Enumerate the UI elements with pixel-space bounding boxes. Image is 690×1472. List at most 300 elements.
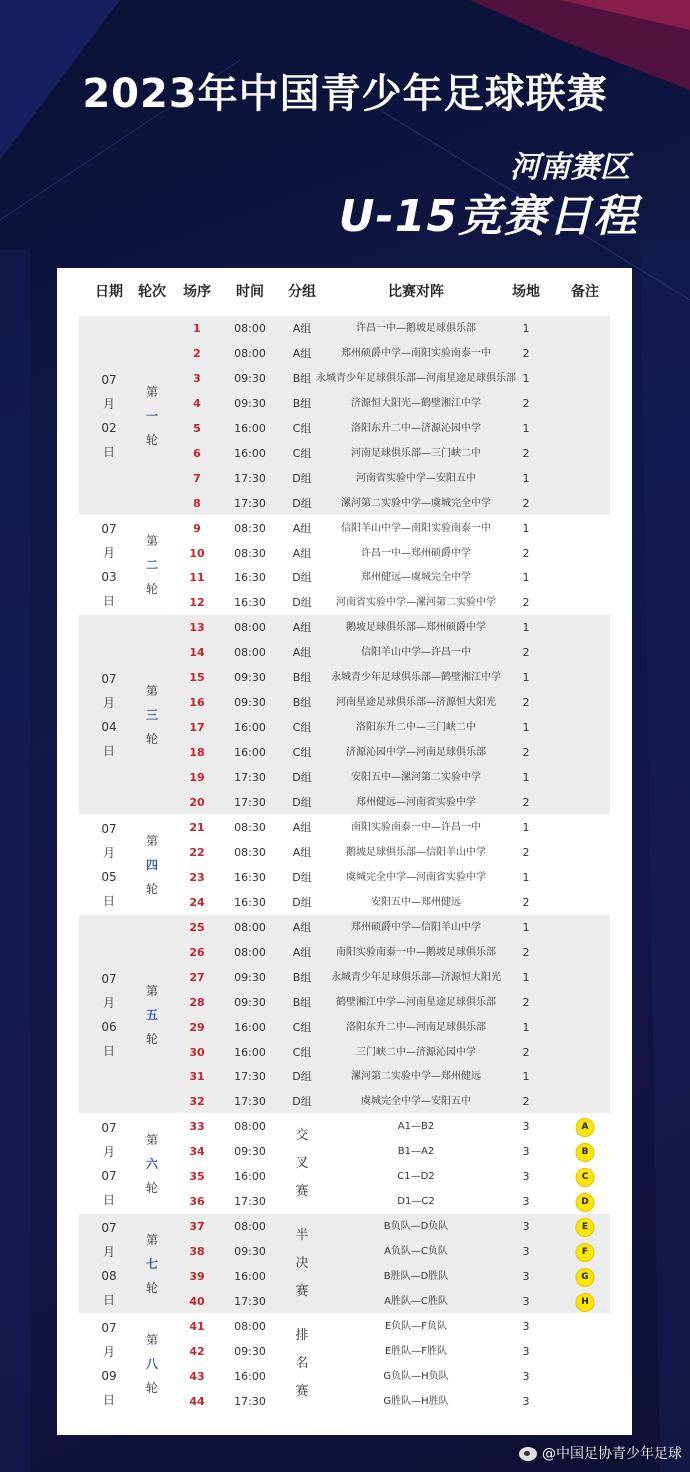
date-part: 04 bbox=[101, 720, 117, 735]
match-row bbox=[79, 815, 610, 840]
match-time: 16:00 bbox=[234, 1170, 266, 1184]
match-fixture: 鹅坡足球俱乐部—郑州硕爵中学 bbox=[346, 622, 486, 634]
match-fixture: B胜队—D胜队 bbox=[383, 1271, 449, 1283]
match-fixture: 永城青少年足球俱乐部—鹤壁湘江中学 bbox=[331, 672, 501, 684]
note-badge: D bbox=[576, 1193, 595, 1212]
match-time: 09:30 bbox=[234, 1245, 266, 1259]
round-part: 第 bbox=[145, 1133, 159, 1148]
match-venue: 2 bbox=[522, 995, 530, 1009]
match-group: B组 bbox=[292, 970, 312, 984]
match-venue: 2 bbox=[522, 696, 530, 710]
date-part: 月 bbox=[102, 1245, 115, 1260]
match-number: 28 bbox=[189, 995, 205, 1009]
match-fixture: 许昌一中—鹅坡足球俱乐部 bbox=[356, 323, 476, 334]
schedule-subtitle: U-15竞赛日程 bbox=[338, 191, 638, 242]
match-fixture: A胜队—C胜队 bbox=[384, 1296, 448, 1308]
match-fixture: G胜队—H胜队 bbox=[383, 1395, 449, 1407]
day-block bbox=[79, 1114, 610, 1213]
match-fixture: 济源沁园中学—河南足球俱乐部 bbox=[346, 747, 486, 759]
day-block bbox=[79, 316, 610, 515]
match-number: 1 bbox=[193, 322, 201, 335]
match-venue: 2 bbox=[522, 346, 530, 360]
match-row bbox=[79, 565, 610, 590]
round-part: 第 bbox=[145, 684, 159, 699]
date-part: 月 bbox=[102, 995, 115, 1010]
match-venue: 2 bbox=[522, 895, 530, 909]
match-number: 11 bbox=[189, 571, 205, 585]
match-time: 17:30 bbox=[234, 496, 266, 510]
match-number: 24 bbox=[189, 895, 205, 909]
match-fixture: 鹤壁湘江中学—河南星途足球俱乐部 bbox=[336, 996, 496, 1008]
match-venue: 1 bbox=[522, 870, 530, 884]
match-number: 33 bbox=[189, 1120, 205, 1134]
date-part: 07 bbox=[101, 821, 117, 836]
stage-part: 赛 bbox=[295, 1284, 309, 1300]
match-fixture: 南阳实验南泰一中—许昌一中 bbox=[351, 822, 481, 833]
match-number: 6 bbox=[193, 446, 201, 460]
match-venue: 1 bbox=[522, 1070, 530, 1084]
match-fixture: 安阳五中—漯河第二实验中学 bbox=[351, 772, 481, 784]
note-badge: G bbox=[576, 1268, 595, 1287]
match-group: A组 bbox=[292, 521, 312, 535]
match-venue: 2 bbox=[522, 1045, 530, 1059]
match-row bbox=[79, 590, 610, 615]
match-group: C组 bbox=[292, 1045, 312, 1059]
match-fixture: 郑州健远—河南省实验中学 bbox=[356, 797, 476, 809]
match-fixture: 河南星途足球俱乐部—济源恒大阳光 bbox=[336, 697, 496, 709]
schedule-table bbox=[57, 268, 632, 1435]
match-venue: 2 bbox=[522, 446, 530, 460]
match-group: C组 bbox=[292, 746, 312, 760]
col-header-group: 分组 bbox=[288, 284, 316, 300]
stage-part: 排 bbox=[295, 1327, 309, 1343]
match-time: 16:00 bbox=[234, 1369, 266, 1383]
match-venue: 2 bbox=[522, 796, 530, 810]
match-fixture: E胜队—F胜队 bbox=[384, 1345, 448, 1357]
match-number: 18 bbox=[189, 746, 205, 760]
match-number: 38 bbox=[189, 1245, 205, 1259]
date-part: 月 bbox=[102, 546, 115, 561]
round-part: 第 bbox=[145, 1233, 159, 1248]
match-venue: 1 bbox=[522, 821, 530, 834]
match-time: 16:30 bbox=[234, 895, 266, 909]
round-part: 第 bbox=[145, 983, 159, 998]
match-time: 09:30 bbox=[234, 371, 266, 385]
match-time: 16:00 bbox=[234, 1020, 266, 1034]
match-time: 09:30 bbox=[234, 1344, 266, 1358]
note-badge: E bbox=[576, 1218, 595, 1237]
match-fixture: 河南足球俱乐部—三门峡二中 bbox=[351, 447, 481, 459]
match-group: A组 bbox=[292, 322, 312, 335]
region-label: 河南赛区 bbox=[510, 150, 630, 185]
day-block bbox=[79, 1314, 610, 1413]
round-part: 第 bbox=[145, 1332, 159, 1347]
match-number: 39 bbox=[189, 1270, 205, 1284]
match-time: 16:00 bbox=[234, 721, 266, 735]
match-time: 08:30 bbox=[234, 845, 266, 859]
match-venue: 3 bbox=[522, 1344, 530, 1358]
match-time: 09:30 bbox=[234, 396, 266, 410]
match-number: 8 bbox=[193, 496, 201, 510]
match-fixture: 郑州健远—虞城完全中学 bbox=[361, 572, 471, 584]
match-number: 44 bbox=[189, 1394, 205, 1408]
match-fixture: 永城青少年足球俱乐部—河南星途足球俱乐部 bbox=[316, 372, 516, 384]
date-part: 06 bbox=[101, 1019, 117, 1034]
match-group: D组 bbox=[292, 870, 312, 884]
footer-credit bbox=[519, 1443, 682, 1463]
match-fixture: 郑州硕爵中学—南阳实验南泰一中 bbox=[341, 347, 491, 359]
date-part: 07 bbox=[101, 522, 117, 537]
match-row bbox=[79, 615, 610, 640]
date-part: 09 bbox=[101, 1368, 117, 1383]
match-fixture: A负队—C负队 bbox=[384, 1246, 448, 1258]
match-fixture: 河南省实验中学—安阳五中 bbox=[356, 472, 476, 484]
note-badge: A bbox=[576, 1118, 595, 1137]
match-time: 09:30 bbox=[234, 696, 266, 710]
match-fixture: 虞城完全中学—河南省实验中学 bbox=[346, 871, 486, 883]
match-fixture: 鹅坡足球俱乐部—信阳羊山中学 bbox=[346, 846, 486, 858]
match-venue: 3 bbox=[522, 1394, 530, 1408]
match-venue: 3 bbox=[522, 1320, 530, 1333]
match-number: 27 bbox=[189, 970, 205, 984]
match-venue: 1 bbox=[522, 1020, 530, 1034]
match-number: 2 bbox=[193, 346, 201, 360]
date-part: 月 bbox=[102, 396, 115, 411]
match-time: 09:30 bbox=[234, 995, 266, 1009]
match-number: 29 bbox=[189, 1020, 205, 1034]
match-fixture: 漯河第二实验中学—郑州健远 bbox=[351, 1071, 481, 1083]
date-part: 日 bbox=[102, 594, 115, 609]
match-row bbox=[79, 940, 610, 965]
match-number: 16 bbox=[189, 696, 205, 710]
match-number: 15 bbox=[189, 671, 205, 685]
match-row bbox=[79, 915, 610, 940]
match-group: D组 bbox=[292, 471, 312, 485]
match-group: A组 bbox=[292, 546, 312, 560]
match-fixture: 安阳五中—郑州健远 bbox=[371, 896, 461, 908]
date-part: 07 bbox=[101, 1121, 117, 1136]
match-group: B组 bbox=[292, 371, 312, 385]
col-header-no: 场序 bbox=[183, 284, 211, 300]
match-number: 5 bbox=[193, 421, 201, 435]
col-header-date: 日期 bbox=[95, 284, 123, 300]
match-row bbox=[79, 1164, 610, 1189]
day-block bbox=[79, 915, 610, 1114]
match-time: 16:00 bbox=[234, 421, 266, 435]
match-group: C组 bbox=[292, 446, 312, 460]
col-header-venue: 场地 bbox=[512, 284, 540, 300]
match-number: 26 bbox=[189, 945, 205, 959]
round-part: 四 bbox=[145, 857, 159, 872]
match-number: 31 bbox=[189, 1070, 205, 1084]
match-time: 08:00 bbox=[234, 646, 266, 660]
match-time: 16:30 bbox=[234, 571, 266, 585]
match-venue: 1 bbox=[522, 471, 530, 485]
day-block bbox=[79, 1214, 610, 1313]
match-venue: 1 bbox=[522, 771, 530, 785]
match-fixture: 漯河第二实验中学—虞城完全中学 bbox=[341, 497, 491, 509]
match-number: 12 bbox=[189, 596, 205, 610]
stage-part: 名 bbox=[295, 1355, 309, 1371]
footer-credit-text: @中国足协青少年足球 bbox=[542, 1446, 682, 1462]
round-part: 六 bbox=[145, 1157, 159, 1172]
match-venue: 2 bbox=[522, 945, 530, 959]
round-part: 三 bbox=[145, 708, 159, 723]
match-fixture: 洛阳东升二中—济源沁园中学 bbox=[351, 422, 481, 434]
match-time: 16:00 bbox=[234, 746, 266, 760]
date-part: 08 bbox=[101, 1269, 117, 1284]
match-fixture: 信阳羊山中学—许昌一中 bbox=[361, 647, 471, 659]
match-fixture: 洛阳东升二中—三门峡二中 bbox=[356, 722, 476, 734]
match-number: 32 bbox=[189, 1095, 205, 1109]
match-group: D组 bbox=[292, 596, 312, 610]
round-part: 轮 bbox=[145, 1281, 159, 1296]
match-number: 25 bbox=[189, 920, 205, 934]
date-part: 月 bbox=[102, 1344, 115, 1359]
match-group: D组 bbox=[292, 496, 312, 510]
match-fixture: 三门峡二中—济源沁园中学 bbox=[356, 1046, 476, 1058]
date-part: 07 bbox=[101, 1169, 117, 1184]
match-row bbox=[79, 765, 610, 790]
stage-part: 交 bbox=[295, 1128, 309, 1144]
match-time: 08:30 bbox=[234, 521, 266, 535]
round-part: 第 bbox=[145, 833, 159, 848]
match-time: 16:00 bbox=[234, 446, 266, 460]
match-group: B组 bbox=[292, 671, 312, 685]
match-number: 13 bbox=[189, 621, 205, 635]
match-number: 21 bbox=[189, 821, 205, 834]
round-part: 轮 bbox=[145, 1181, 159, 1196]
match-venue: 3 bbox=[522, 1195, 530, 1209]
day-block bbox=[79, 815, 610, 914]
match-number: 14 bbox=[189, 646, 205, 660]
match-group: B组 bbox=[292, 696, 312, 710]
match-venue: 1 bbox=[522, 371, 530, 385]
date-part: 日 bbox=[102, 893, 115, 908]
col-header-note: 备注 bbox=[571, 284, 599, 300]
match-group: B组 bbox=[292, 995, 312, 1009]
match-venue: 3 bbox=[522, 1295, 530, 1309]
match-time: 17:30 bbox=[234, 796, 266, 810]
round-part: 轮 bbox=[145, 1031, 159, 1046]
match-fixture: 许昌一中—郑州硕爵中学 bbox=[361, 547, 471, 559]
match-group: A组 bbox=[292, 821, 312, 834]
match-row bbox=[79, 1114, 610, 1139]
match-fixture: C1—D2 bbox=[397, 1171, 435, 1183]
note-badge: H bbox=[576, 1293, 595, 1312]
match-time: 17:30 bbox=[234, 1295, 266, 1309]
match-time: 17:30 bbox=[234, 471, 266, 485]
match-group: C组 bbox=[292, 1020, 312, 1034]
match-number: 43 bbox=[189, 1369, 205, 1383]
match-fixture: D1—C2 bbox=[397, 1196, 435, 1208]
match-venue: 2 bbox=[522, 1095, 530, 1109]
match-venue: 1 bbox=[522, 521, 530, 535]
match-venue: 3 bbox=[522, 1145, 530, 1159]
stage-part: 半 bbox=[295, 1228, 309, 1244]
match-group: A组 bbox=[292, 945, 312, 959]
stage-part: 赛 bbox=[295, 1184, 309, 1200]
match-venue: 2 bbox=[522, 746, 530, 760]
day-block bbox=[79, 615, 610, 814]
match-time: 17:30 bbox=[234, 771, 266, 785]
match-fixture: B1—A2 bbox=[397, 1146, 435, 1158]
match-row bbox=[79, 1064, 610, 1089]
match-row bbox=[79, 1389, 610, 1414]
match-number: 30 bbox=[189, 1045, 205, 1059]
date-part: 日 bbox=[102, 1293, 115, 1308]
match-group: A组 bbox=[292, 845, 312, 859]
match-row bbox=[79, 541, 610, 566]
match-fixture: 虞城完全中学—安阳五中 bbox=[361, 1096, 471, 1108]
match-venue: 1 bbox=[522, 970, 530, 984]
match-row bbox=[79, 890, 610, 915]
date-part: 日 bbox=[102, 1392, 115, 1407]
match-group: D组 bbox=[292, 571, 312, 585]
match-row bbox=[79, 1214, 610, 1239]
date-part: 日 bbox=[102, 1193, 115, 1208]
match-fixture: E负队—F负队 bbox=[384, 1321, 448, 1332]
match-time: 08:00 bbox=[234, 322, 266, 335]
match-row bbox=[79, 466, 610, 491]
match-row bbox=[79, 1364, 610, 1389]
match-number: 20 bbox=[189, 796, 205, 810]
date-part: 07 bbox=[101, 372, 117, 387]
weibo-icon bbox=[519, 1447, 537, 1461]
match-group: D组 bbox=[292, 796, 312, 810]
match-row bbox=[79, 1239, 610, 1264]
match-group: A组 bbox=[292, 346, 312, 360]
match-fixture: 郑州硕爵中学—信阳羊山中学 bbox=[351, 921, 481, 933]
match-group: C组 bbox=[292, 421, 312, 435]
match-row bbox=[79, 1089, 610, 1114]
match-row bbox=[79, 840, 610, 865]
date-part: 07 bbox=[101, 672, 117, 687]
round-part: 轮 bbox=[145, 881, 159, 896]
match-group: A组 bbox=[292, 621, 312, 635]
date-part: 日 bbox=[102, 1043, 115, 1058]
match-venue: 1 bbox=[522, 671, 530, 685]
date-part: 07 bbox=[101, 1320, 117, 1335]
match-time: 08:00 bbox=[234, 1220, 266, 1234]
match-venue: 3 bbox=[522, 1220, 530, 1234]
match-venue: 2 bbox=[522, 546, 530, 560]
date-part: 07 bbox=[101, 1221, 117, 1236]
stage-part: 赛 bbox=[295, 1383, 309, 1399]
round-part: 轮 bbox=[145, 432, 159, 447]
match-group: D组 bbox=[292, 895, 312, 909]
match-row bbox=[79, 1139, 610, 1164]
match-row bbox=[79, 1040, 610, 1065]
match-row bbox=[79, 341, 610, 366]
match-row bbox=[79, 441, 610, 466]
match-time: 08:00 bbox=[234, 1120, 266, 1134]
match-fixture: B负队—D负队 bbox=[383, 1221, 449, 1233]
match-time: 09:30 bbox=[234, 970, 266, 984]
page-title: 2023年中国青少年足球联赛 bbox=[82, 71, 608, 117]
match-row bbox=[79, 640, 610, 665]
match-row bbox=[79, 1339, 610, 1364]
match-row bbox=[79, 865, 610, 890]
col-header-match: 比赛对阵 bbox=[388, 284, 444, 300]
round-part: 七 bbox=[145, 1257, 159, 1272]
date-part: 月 bbox=[102, 696, 115, 711]
round-part: 轮 bbox=[145, 1380, 159, 1395]
match-group: C组 bbox=[292, 721, 312, 735]
stage-part: 决 bbox=[295, 1256, 309, 1272]
match-row bbox=[79, 965, 610, 990]
date-part: 05 bbox=[101, 869, 117, 884]
match-number: 42 bbox=[189, 1344, 205, 1358]
match-number: 22 bbox=[189, 845, 205, 859]
match-number: 4 bbox=[193, 396, 201, 410]
match-number: 37 bbox=[189, 1220, 205, 1234]
match-time: 08:00 bbox=[234, 945, 266, 959]
match-venue: 2 bbox=[522, 496, 530, 510]
match-group: D组 bbox=[292, 1070, 312, 1084]
round-part: 二 bbox=[145, 558, 159, 573]
match-row bbox=[79, 715, 610, 740]
match-row bbox=[79, 790, 610, 815]
date-part: 日 bbox=[102, 444, 115, 459]
match-fixture: A1—B2 bbox=[397, 1121, 435, 1133]
match-number: 19 bbox=[189, 771, 205, 785]
match-time: 17:30 bbox=[234, 1095, 266, 1109]
match-venue: 2 bbox=[522, 646, 530, 660]
match-time: 09:30 bbox=[234, 1145, 266, 1159]
round-part: 八 bbox=[145, 1356, 159, 1371]
match-number: 10 bbox=[189, 546, 205, 560]
match-venue: 3 bbox=[522, 1245, 530, 1259]
round-part: 一 bbox=[145, 408, 159, 423]
match-number: 40 bbox=[189, 1295, 205, 1309]
match-time: 16:00 bbox=[234, 1045, 266, 1059]
round-part: 第 bbox=[145, 534, 159, 549]
match-time: 08:00 bbox=[234, 346, 266, 360]
match-time: 17:30 bbox=[234, 1195, 266, 1209]
match-row bbox=[79, 690, 610, 715]
match-number: 35 bbox=[189, 1170, 205, 1184]
round-part: 轮 bbox=[145, 732, 159, 747]
match-fixture: 南阳实验南泰一中—鹅坡足球俱乐部 bbox=[336, 946, 496, 958]
match-time: 16:30 bbox=[234, 596, 266, 610]
note-badge: C bbox=[576, 1168, 595, 1187]
match-time: 08:30 bbox=[234, 821, 266, 834]
match-row bbox=[79, 1264, 610, 1289]
note-badge: F bbox=[576, 1243, 595, 1262]
match-time: 08:00 bbox=[234, 621, 266, 635]
match-fixture: 永城青少年足球俱乐部—济源恒大阳光 bbox=[331, 971, 501, 983]
date-part: 月 bbox=[102, 1145, 115, 1160]
match-number: 34 bbox=[189, 1145, 205, 1159]
col-header-time: 时间 bbox=[236, 284, 264, 300]
date-part: 02 bbox=[101, 420, 117, 435]
match-time: 16:30 bbox=[234, 870, 266, 884]
match-number: 17 bbox=[189, 721, 205, 735]
stage-part: 叉 bbox=[295, 1156, 309, 1172]
match-number: 36 bbox=[189, 1195, 205, 1209]
match-row bbox=[79, 740, 610, 765]
match-number: 7 bbox=[193, 471, 201, 485]
match-fixture: 信阳羊山中学—南阳实验南泰一中 bbox=[341, 522, 491, 534]
match-venue: 1 bbox=[522, 721, 530, 735]
match-venue: 1 bbox=[522, 920, 530, 934]
round-part: 第 bbox=[145, 384, 159, 399]
match-time: 08:00 bbox=[234, 920, 266, 934]
match-number: 9 bbox=[193, 521, 201, 535]
match-time: 08:30 bbox=[234, 546, 266, 560]
match-venue: 3 bbox=[522, 1369, 530, 1383]
